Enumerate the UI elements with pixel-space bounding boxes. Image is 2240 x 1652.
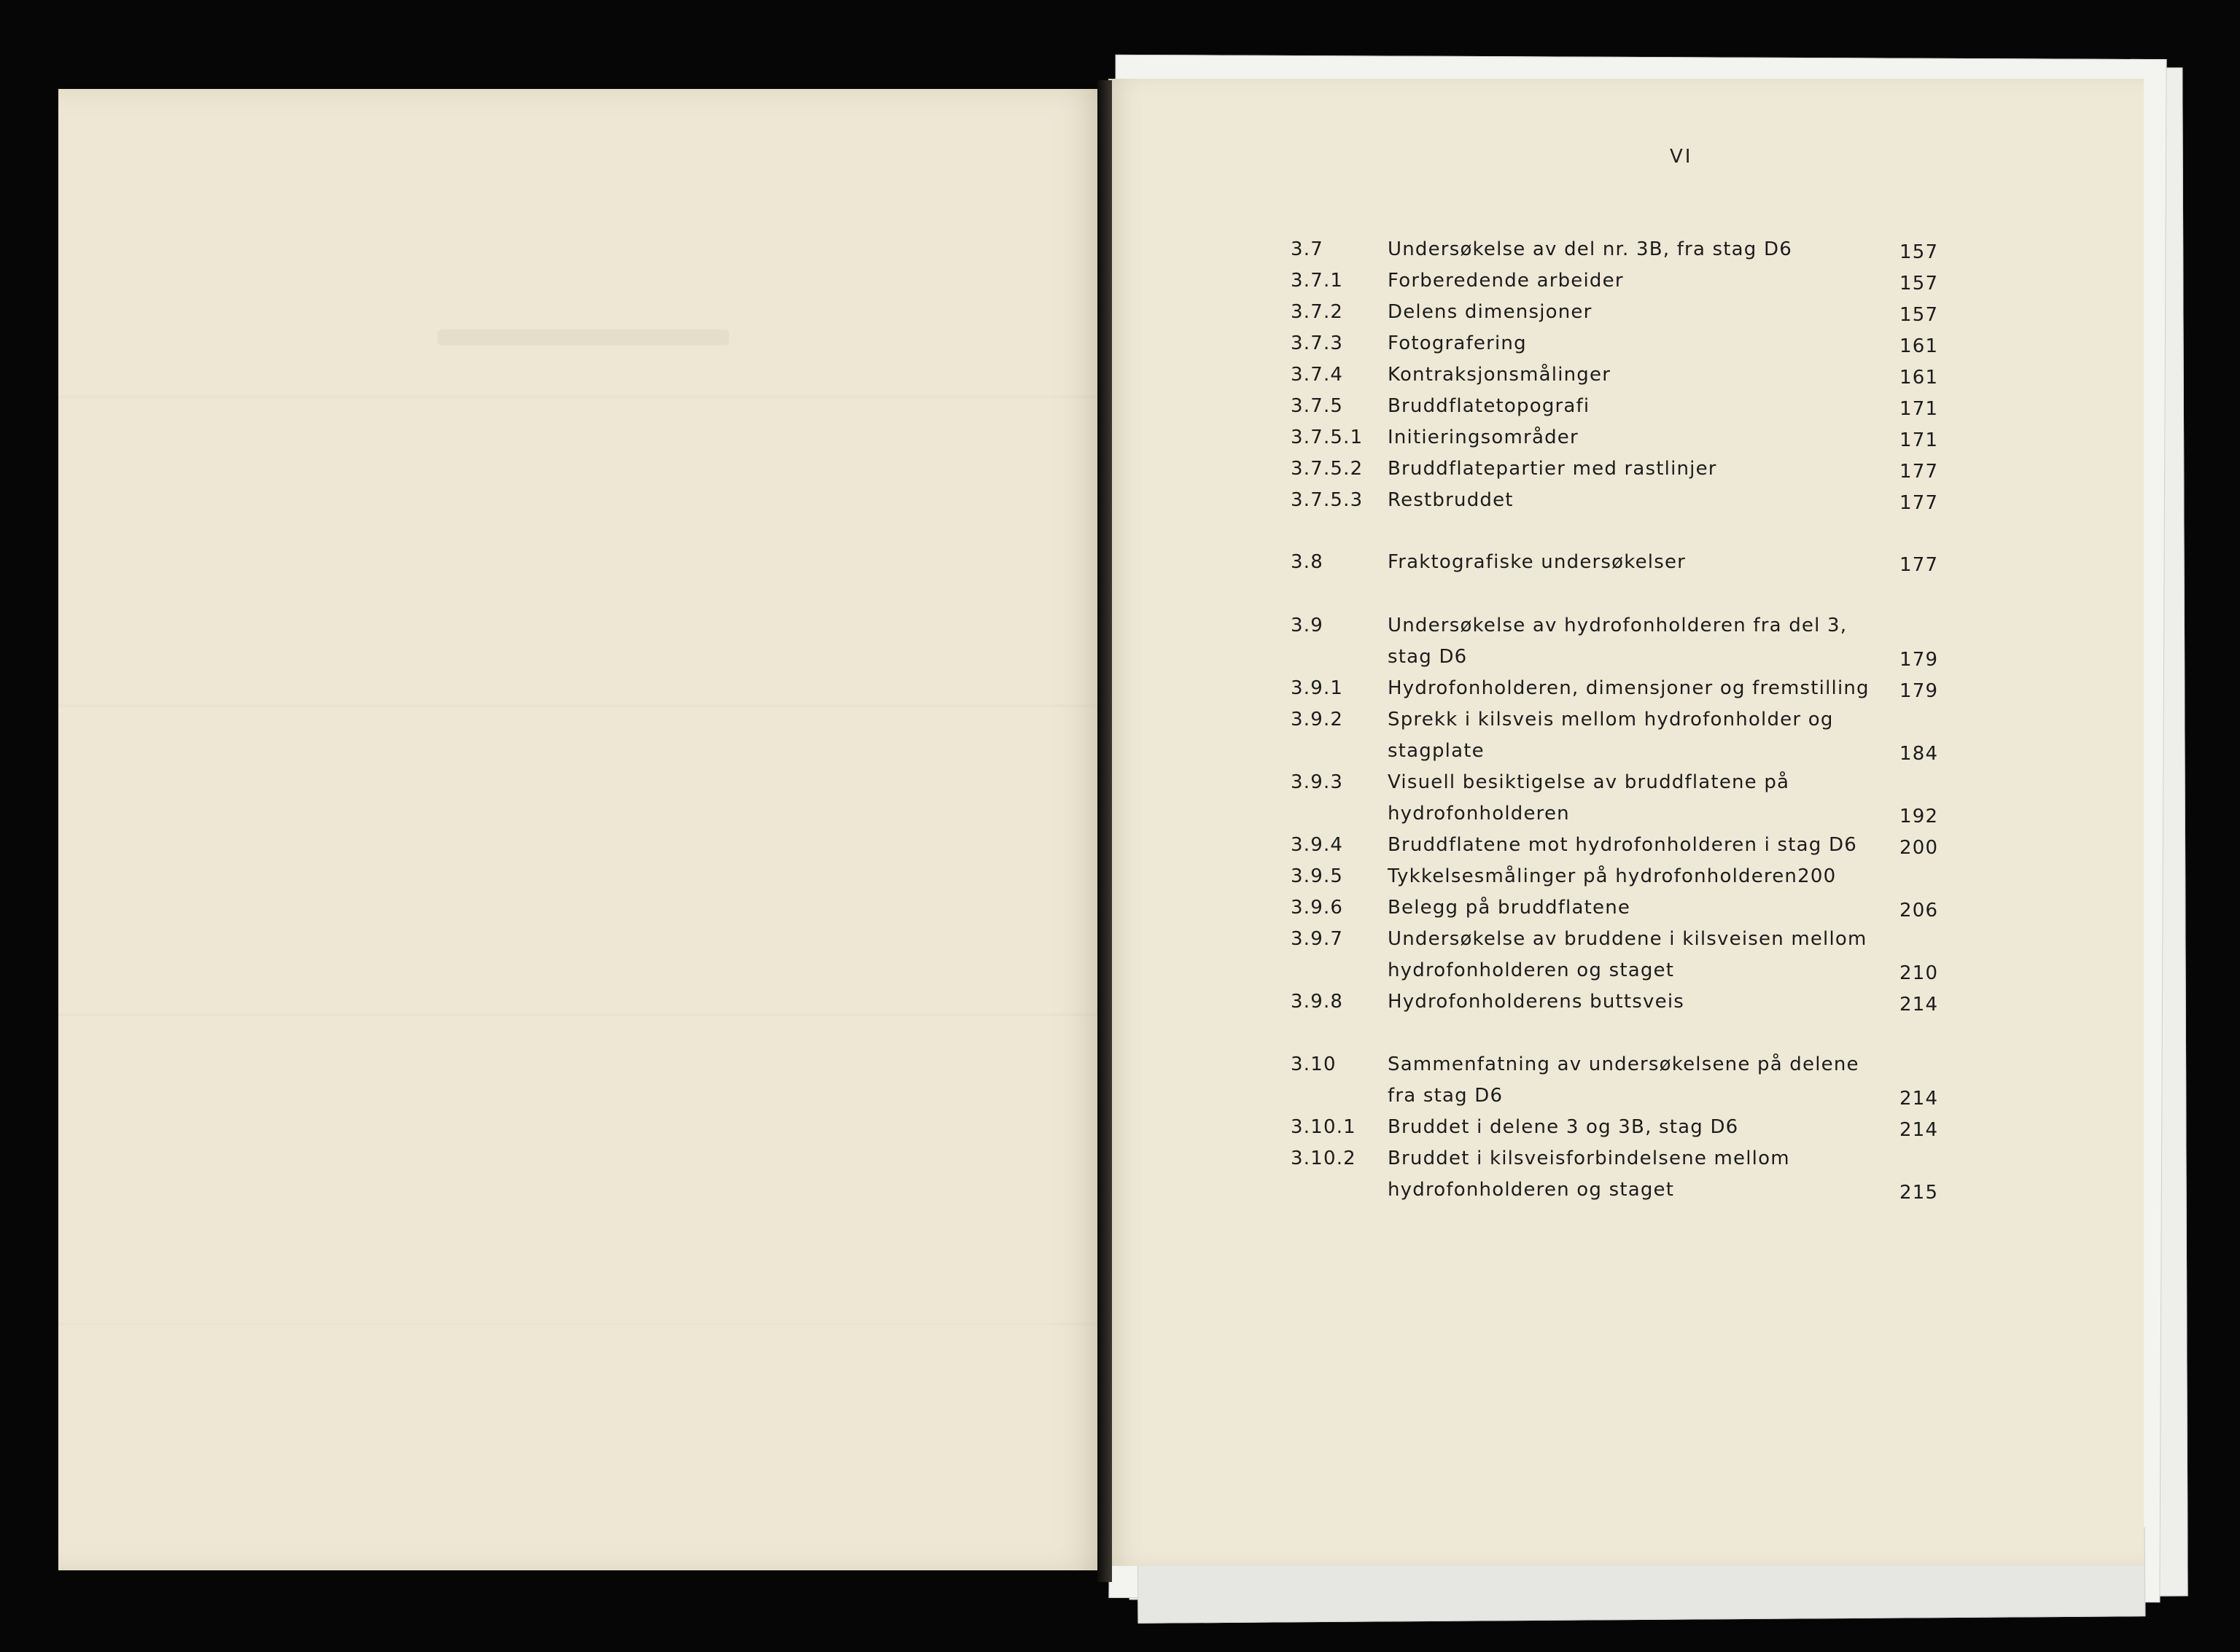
toc-row [0,395,2240,424]
toc-section-title: stagplate [1388,740,1485,762]
toc-section-number: 3.10.2 [1291,1148,1356,1169]
toc-section-title: Undersøkelse av hydrofonholderen fra del 3, [1388,615,1848,636]
toc-section-title: Belegg på bruddflatene [1388,897,1631,919]
toc-page-number: 171 [1899,398,1939,420]
toc-row [0,238,2240,268]
toc-page-number: 177 [1899,492,1939,514]
toc-row [0,551,2240,580]
toc-row [0,897,2240,926]
toc-page-number: 171 [1899,429,1939,451]
toc-section-title: Fraktografiske undersøkelser [1388,551,1687,573]
toc-section-number: 3.9.1 [1291,677,1344,699]
toc-page-number: 210 [1899,962,1939,984]
toc-section-number: 3.7.5.2 [1291,458,1364,480]
toc-section-title: fra stag D6 [1388,1085,1504,1107]
toc-section-number: 3.8 [1291,551,1323,573]
toc-section-title: Restbruddet [1388,489,1514,511]
toc-row [0,364,2240,393]
toc-section-title: Bruddflatene mot hydrofonholderen i stag D6 [1388,834,1857,856]
toc-section-title: Sammenfatning av undersøkelsene på delene [1388,1053,1859,1075]
toc-section-number: 3.9.2 [1291,709,1344,730]
toc-page-number: 157 [1899,273,1939,295]
toc-section-title: hydrofonholderen og staget [1388,959,1675,981]
toc-row [0,646,2240,675]
toc-section-number: 3.9 [1291,615,1323,636]
toc-section-number: 3.9.3 [1291,771,1344,793]
toc-row [0,332,2240,362]
toc-row [0,1116,2240,1145]
toc-page-number: 214 [1899,1088,1939,1110]
toc-section-number: 3.7.4 [1291,364,1344,386]
toc-section-number: 3.9.6 [1291,897,1344,919]
toc-page-number: 161 [1899,335,1939,357]
toc-row [0,1179,2240,1208]
toc-page-number: 215 [1899,1182,1939,1204]
toc-page-number: 177 [1899,461,1939,483]
toc-section-title: Bruddflatetopografi [1388,395,1590,417]
toc-row [0,865,2240,895]
toc-row [0,771,2240,800]
toc-section-title: Forberedende arbeider [1388,270,1624,292]
toc-row [0,1053,2240,1083]
toc-row [0,426,2240,456]
toc-section-number: 3.9.7 [1291,928,1344,950]
toc-page-number: 184 [1899,743,1939,765]
toc-section-title: Tykkelsesmålinger på hydrofonholderen200 [1388,865,1837,887]
toc-row [0,1085,2240,1114]
toc-row [0,458,2240,487]
toc-row [0,928,2240,957]
toc-row [0,709,2240,738]
toc-row [0,834,2240,863]
toc-section-number: 3.7.5 [1291,395,1344,417]
toc-row [0,489,2240,518]
toc-section-number: 3.7 [1291,238,1323,260]
toc-section-title: Initieringsområder [1388,426,1579,448]
toc-section-title: hydrofonholderen [1388,803,1570,825]
toc-section-title: Delens dimensjoner [1388,301,1592,323]
toc-page-number: 179 [1899,649,1939,671]
toc-section-number: 3.7.5.1 [1291,426,1364,448]
toc-page-number: 161 [1899,367,1939,389]
toc-page-number: 192 [1899,806,1939,827]
toc-row [0,803,2240,832]
toc-section-number: 3.7.3 [1291,332,1344,354]
toc-row [0,615,2240,644]
toc-row [0,301,2240,330]
toc-section-title: Bruddet i delene 3 og 3B, stag D6 [1388,1116,1739,1138]
toc-section-title: Kontraksjonsmålinger [1388,364,1611,386]
toc-section-title: Bruddflatepartier med rastlinjer [1388,458,1717,480]
toc-page-number: 214 [1899,1119,1939,1141]
toc-page-number: 157 [1899,304,1939,326]
toc-row [0,270,2240,299]
toc-page-number: 200 [1899,837,1939,859]
toc-row [0,991,2240,1020]
toc-page-number: 157 [1899,241,1939,263]
toc-section-number: 3.9.8 [1291,991,1344,1013]
toc-section-number: 3.10.1 [1291,1116,1356,1138]
toc-row [0,740,2240,769]
toc-page-number: 214 [1899,994,1939,1016]
toc-section-title: Hydrofonholderen, dimensjoner og fremstilling [1388,677,1870,699]
toc-section-title: Undersøkelse av bruddene i kilsveisen mellom [1388,928,1867,950]
toc-section-title: Visuell besiktigelse av bruddflatene på [1388,771,1790,793]
toc-row [0,959,2240,989]
toc-section-title: Bruddet i kilsveisforbindelsene mellom [1388,1148,1790,1169]
toc-row [0,677,2240,706]
toc-section-title: Sprekk i kilsveis mellom hydrofonholder og [1388,709,1834,730]
toc-section-title: Hydrofonholderens buttsveis [1388,991,1684,1013]
toc-section-title: hydrofonholderen og staget [1388,1179,1675,1201]
toc-page-number: 179 [1899,680,1939,702]
page-number: VI [1670,146,1693,168]
toc-section-number: 3.7.1 [1291,270,1344,292]
toc-section-number: 3.7.5.3 [1291,489,1364,511]
toc-page-number: 206 [1899,900,1939,922]
toc-section-number: 3.9.5 [1291,865,1344,887]
toc-section-number: 3.9.4 [1291,834,1344,856]
toc-section-title: stag D6 [1388,646,1468,668]
toc-section-number: 3.7.2 [1291,301,1344,323]
toc-section-number: 3.10 [1291,1053,1337,1075]
toc-page-number: 177 [1899,554,1939,576]
toc-section-title: Undersøkelse av del nr. 3B, fra stag D6 [1388,238,1792,260]
toc-section-title: Fotografering [1388,332,1527,354]
toc-row [0,1148,2240,1177]
